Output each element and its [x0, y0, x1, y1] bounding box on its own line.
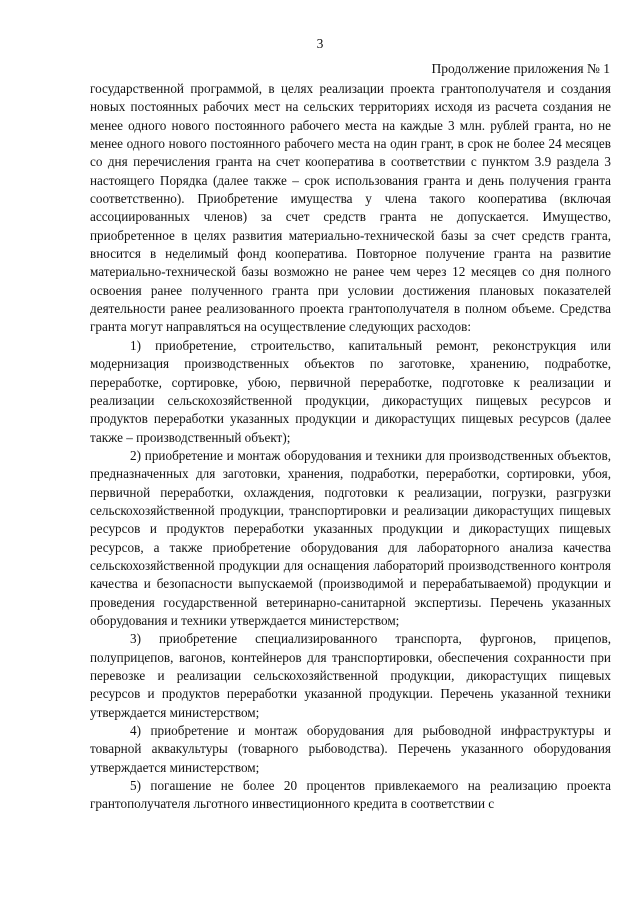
list-item-5: 5) погашение не более 20 процентов привлекаемого на реализацию проекта грантополучателя льготного инвестиционного кредита в соответствии с [90, 778, 611, 812]
page-number: 3 [316, 36, 324, 51]
paragraph-continuation: государственной программой, в целях реализации проекта грантополучателя и создания новых постоянных рабочих мест на сельских территориях исходя из расчета создания не менее одного нового постоянного рабочего места на каждые 3 млн. рублей гранта, но не менее одного нового постоянного рабочего места на один грант, в срок не более 24 месяцев со дня перечисления гранта на счет кооператива в соответствии с пунктом 3.9 раздела 3 настоящего Порядка (далее также – срок использования гранта и день получения гранта соответственно). Приобретение имущества у члена такого кооператива (включая ассоциированных членов) за счет средств гранта не допускается. Имущество, приобретенное в целях развития материально-технической базы за счет средств гранта, вносится в неделимый фонд кооператива. Повторное получение гранта на развитие материально-технической базы возможно не ранее чем через 12 месяцев со дня полного освоения ранее полученного гранта при условии достижения плановых показателей деятельности ранее реализованного проекта грантополучателя в полном объеме. Средства гранта могут направляться на осуществление следующих расходов: [90, 81, 611, 335]
appendix-continuation-note: Продолжение приложения № 1 [431, 61, 610, 76]
list-item-4: 4) приобретение и монтаж оборудования для рыбоводной инфраструктуры и товарной аквакультуры (товарного рыбоводства). Перечень указанного оборудования утверждается министерством; [90, 723, 611, 775]
list-item-3: 3) приобретение специализированного транспорта, фургонов, прицепов, полуприцепов, вагонов, контейнеров для транспортировки, обеспечения сохранности при перевозке и реализации сельскохозяйственной продукции, дикорастущих пищевых ресурсов и продуктов переработки указанной продукции. Перечень указанной техники утверждается министерством; [90, 631, 611, 720]
document-body [90, 80, 611, 814]
list-item-2: 2) приобретение и монтаж оборудования и техники для производственных объектов, предназначенных для заготовки, хранения, подработки, переработки, сортировки, убоя, первичной переработки, охлаждения, подготовки к реализации, погрузки, разгрузки сельскохозяйственной продукции, транспортировки и реализации дикорастущих пищевых ресурсов и продуктов переработки указанных продукции и дикорастущих пищевых ресурсов, а также приобретение оборудования для лабораторного анализа качества сельскохозяйственной продукции для оснащения лабораторий производственного контроля качества и безопасности выпускаемой (производимой и перерабатываемой) продукции и проведения государственной ветеринарно-санитарной экспертизы. Перечень указанных оборудования и техники утверждается министерством; [90, 447, 611, 628]
list-item-1: 1) приобретение, строительство, капитальный ремонт, реконструкция или модернизация производственных объектов по заготовке, хранению, подработке, переработке, сортировке, убою, первичной переработке, подготовке к реализации и реализации сельскохозяйственной продукции, дикорастущих пищевых ресурсов и продуктов переработки указанных продукции и дикорастущих пищевых ресурсов (далее также – производственный объект); [90, 337, 611, 445]
